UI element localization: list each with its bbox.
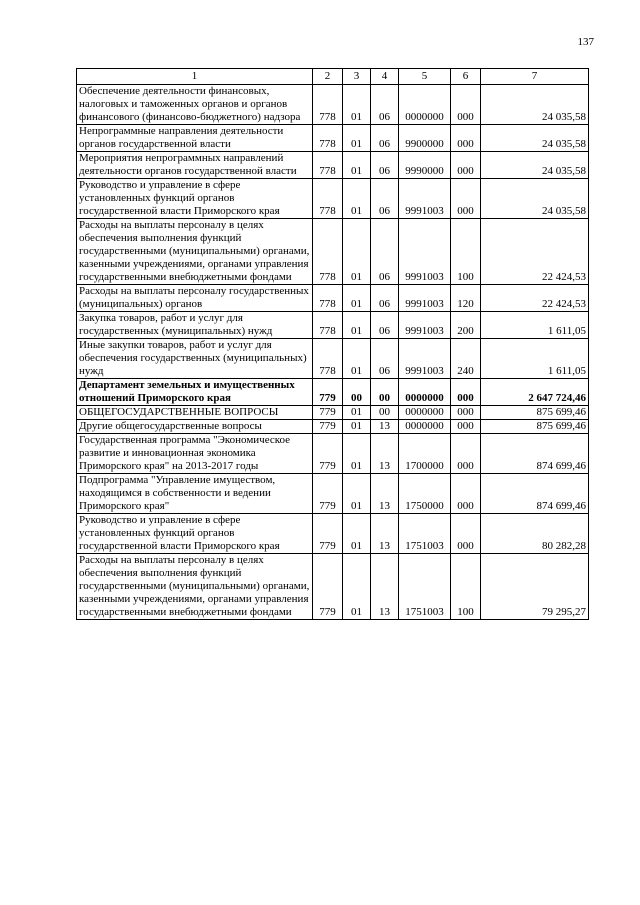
code-cell-subsection: 13 (371, 434, 399, 474)
table-row (77, 285, 589, 312)
code-cell-target-article: 0000000 (399, 85, 451, 125)
table-row (77, 434, 589, 474)
code-cell-subsection: 06 (371, 152, 399, 179)
code-cell-target-article: 1700000 (399, 434, 451, 474)
row-name-cell: Закупка товаров, работ и услуг для государственных (муниципальных) нужд (77, 312, 313, 339)
code-cell-section: 01 (343, 152, 371, 179)
code-cell-subsection: 13 (371, 420, 399, 434)
table-row (77, 85, 589, 125)
code-cell-expense-type: 000 (451, 85, 481, 125)
row-name-cell: Департамент земельных и имущественных отношений Приморского края (77, 379, 313, 406)
code-cell-expense-type: 120 (451, 285, 481, 312)
code-cell-expense-type: 000 (451, 179, 481, 219)
code-cell-target-article: 0000000 (399, 406, 451, 420)
table-row (77, 339, 589, 379)
column-header: 6 (451, 69, 481, 85)
code-cell-expense-type: 000 (451, 474, 481, 514)
code-cell-ministry: 779 (313, 514, 343, 554)
amount-cell: 22 424,53 (481, 285, 589, 312)
row-name-cell: Расходы на выплаты персоналу в целях обеспечения выполнения функций государственными (муниципальными) органами, казенными учреждениями, органами управления государственными внебюджетными фондами (77, 219, 313, 285)
code-cell-expense-type: 000 (451, 420, 481, 434)
code-cell-target-article: 9990000 (399, 152, 451, 179)
amount-cell: 2 647 724,46 (481, 379, 589, 406)
code-cell-ministry: 778 (313, 219, 343, 285)
table-row (77, 312, 589, 339)
budget-table (76, 68, 589, 620)
code-cell-ministry: 779 (313, 420, 343, 434)
code-cell-ministry: 778 (313, 152, 343, 179)
code-cell-subsection: 06 (371, 312, 399, 339)
row-name-cell: Расходы на выплаты персоналу в целях обеспечения выполнения функций государственными (муниципальными) органами, казенными учреждениями, органами управления государственными внебюджетными фондами (77, 554, 313, 620)
row-name-cell: Непрограммные направления деятельности органов государственной власти (77, 125, 313, 152)
code-cell-section: 01 (343, 219, 371, 285)
table-header-row (77, 69, 589, 85)
code-cell-section: 01 (343, 85, 371, 125)
column-header: 3 (343, 69, 371, 85)
code-cell-target-article: 0000000 (399, 379, 451, 406)
code-cell-subsection: 06 (371, 339, 399, 379)
row-name-cell: ОБЩЕГОСУДАРСТВЕННЫЕ ВОПРОСЫ (77, 406, 313, 420)
table-row (77, 219, 589, 285)
table-row (77, 406, 589, 420)
code-cell-ministry: 778 (313, 339, 343, 379)
table-row (77, 514, 589, 554)
code-cell-expense-type: 100 (451, 219, 481, 285)
code-cell-ministry: 779 (313, 474, 343, 514)
code-cell-ministry: 778 (313, 85, 343, 125)
code-cell-subsection: 06 (371, 219, 399, 285)
code-cell-subsection: 06 (371, 179, 399, 219)
code-cell-section: 01 (343, 434, 371, 474)
code-cell-ministry: 778 (313, 312, 343, 339)
row-name-cell: Иные закупки товаров, работ и услуг для обеспечения государственных (муниципальных) нужд (77, 339, 313, 379)
code-cell-subsection: 13 (371, 554, 399, 620)
amount-cell: 24 035,58 (481, 85, 589, 125)
amount-cell: 24 035,58 (481, 152, 589, 179)
code-cell-section: 01 (343, 554, 371, 620)
amount-cell: 22 424,53 (481, 219, 589, 285)
code-cell-ministry: 778 (313, 285, 343, 312)
page-number: 137 (577, 36, 594, 48)
amount-cell: 1 611,05 (481, 312, 589, 339)
code-cell-ministry: 779 (313, 406, 343, 420)
code-cell-section: 01 (343, 420, 371, 434)
code-cell-target-article: 9900000 (399, 125, 451, 152)
code-cell-section: 01 (343, 285, 371, 312)
code-cell-expense-type: 000 (451, 379, 481, 406)
amount-cell: 874 699,46 (481, 474, 589, 514)
code-cell-section: 01 (343, 179, 371, 219)
code-cell-subsection: 13 (371, 514, 399, 554)
column-header: 5 (399, 69, 451, 85)
code-cell-section: 01 (343, 514, 371, 554)
row-name-cell: Руководство и управление в сфере установленных функций органов государственной власти Приморского края (77, 179, 313, 219)
code-cell-subsection: 00 (371, 379, 399, 406)
code-cell-expense-type: 000 (451, 152, 481, 179)
code-cell-ministry: 778 (313, 125, 343, 152)
table-row (77, 152, 589, 179)
code-cell-expense-type: 100 (451, 554, 481, 620)
code-cell-target-article: 9991003 (399, 339, 451, 379)
row-name-cell: Мероприятия непрограммных направлений деятельности органов государственной власти (77, 152, 313, 179)
row-name-cell: Подпрограмма "Управление имуществом, находящимся в собственности и ведении Приморского края" (77, 474, 313, 514)
code-cell-section: 01 (343, 125, 371, 152)
code-cell-subsection: 06 (371, 285, 399, 312)
code-cell-target-article: 9991003 (399, 285, 451, 312)
code-cell-target-article: 1751003 (399, 554, 451, 620)
amount-cell: 80 282,28 (481, 514, 589, 554)
code-cell-section: 01 (343, 312, 371, 339)
code-cell-ministry: 779 (313, 554, 343, 620)
code-cell-section: 01 (343, 406, 371, 420)
row-name-cell: Обеспечение деятельности финансовых, налоговых и таможенных органов и органов финансового (финансово-бюджетного) надзора (77, 85, 313, 125)
code-cell-ministry: 779 (313, 379, 343, 406)
amount-cell: 24 035,58 (481, 125, 589, 152)
column-header: 7 (481, 69, 589, 85)
amount-cell: 79 295,27 (481, 554, 589, 620)
row-name-cell: Руководство и управление в сфере установленных функций органов государственной власти Приморского края (77, 514, 313, 554)
code-cell-expense-type: 000 (451, 514, 481, 554)
row-name-cell: Другие общегосударственные вопросы (77, 420, 313, 434)
table-row (77, 554, 589, 620)
amount-cell: 875 699,46 (481, 406, 589, 420)
table-row (77, 125, 589, 152)
column-header: 1 (77, 69, 313, 85)
table-row (77, 474, 589, 514)
code-cell-section: 01 (343, 474, 371, 514)
amount-cell: 875 699,46 (481, 420, 589, 434)
code-cell-target-article: 9991003 (399, 312, 451, 339)
code-cell-ministry: 778 (313, 179, 343, 219)
code-cell-expense-type: 000 (451, 125, 481, 152)
code-cell-target-article: 9991003 (399, 179, 451, 219)
table-row (77, 420, 589, 434)
code-cell-subsection: 06 (371, 125, 399, 152)
amount-cell: 1 611,05 (481, 339, 589, 379)
code-cell-target-article: 1751003 (399, 514, 451, 554)
code-cell-section: 00 (343, 379, 371, 406)
table-row (77, 179, 589, 219)
code-cell-target-article: 0000000 (399, 420, 451, 434)
column-header: 2 (313, 69, 343, 85)
row-name-cell: Расходы на выплаты персоналу государственных (муниципальных) органов (77, 285, 313, 312)
code-cell-subsection: 13 (371, 474, 399, 514)
code-cell-target-article: 9991003 (399, 219, 451, 285)
code-cell-section: 01 (343, 339, 371, 379)
table-row (77, 379, 589, 406)
column-header: 4 (371, 69, 399, 85)
code-cell-subsection: 00 (371, 406, 399, 420)
row-name-cell: Государственная программа "Экономическое развитие и инновационная экономика Приморского края" на 2013-2017 годы (77, 434, 313, 474)
amount-cell: 874 699,46 (481, 434, 589, 474)
code-cell-target-article: 1750000 (399, 474, 451, 514)
code-cell-ministry: 779 (313, 434, 343, 474)
code-cell-expense-type: 000 (451, 434, 481, 474)
code-cell-expense-type: 200 (451, 312, 481, 339)
amount-cell: 24 035,58 (481, 179, 589, 219)
code-cell-subsection: 06 (371, 85, 399, 125)
code-cell-expense-type: 000 (451, 406, 481, 420)
code-cell-expense-type: 240 (451, 339, 481, 379)
